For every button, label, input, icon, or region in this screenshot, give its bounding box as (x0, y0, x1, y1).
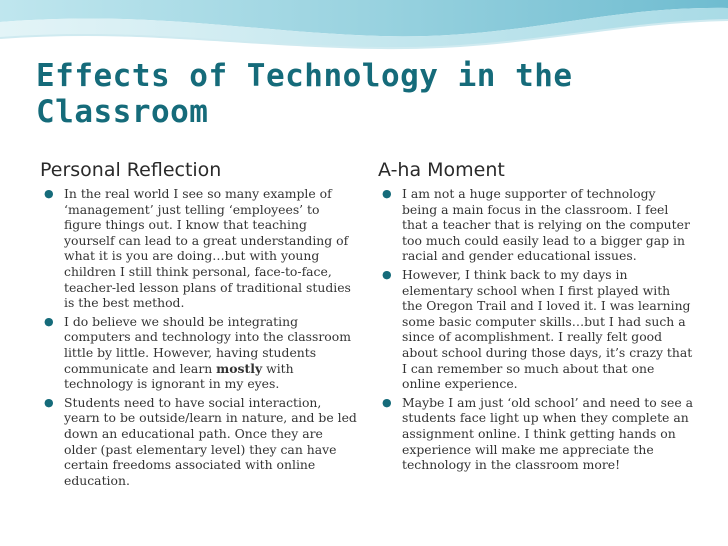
bullet-dot-icon: ● (44, 314, 54, 328)
bullet-dot-icon: ● (44, 395, 54, 409)
aha-moment-column (378, 158, 694, 476)
bullet-dot-icon: ● (382, 267, 392, 281)
decorative-wave-banner (0, 0, 728, 60)
list-item-text: Students need to have social interaction, yearn to be outside/learn in nature, and be led down an educational path. Once they are older (past elementary level) they can have certain freedoms associated with online education. (64, 394, 357, 488)
list-item-text: Maybe I am just ‘old school’ and need to see a students face light up when they complete an assignment online. I think getting hands on experience will make me appreciate the technology in the classroom more! (402, 394, 694, 473)
list-item (378, 267, 694, 392)
column-heading: Personal Reflection (40, 159, 222, 181)
bullet-dot-icon: ● (382, 395, 392, 409)
list-item (378, 186, 694, 264)
bullet-dot-icon: ● (382, 187, 392, 200)
list-item-text: However, I think back to my days in elementary school when I first played with the Oregon Trail and I loved it. I was learning some basic computer skills…but I had such a since of acomplishment. I really felt good about school during those days, it’s crazy that I can remember so much about that one online experience. (402, 266, 693, 392)
slide-title: Effects of Technology in the Classroom (36, 58, 573, 130)
list-item (40, 314, 358, 392)
bullet-dot-icon: ● (44, 187, 54, 200)
emphasis-text: mostly (216, 360, 263, 376)
list-item (40, 186, 358, 311)
list-item-text: I am not a huge supporter of technology being a main focus in the classroom. I feel that a teacher that is relying on the computer too much could easily lead to a bigger gap in racial and gender educational issues. (402, 186, 690, 264)
list-item (40, 395, 358, 489)
list-item-text-after: with technology is ignorant in my eyes. (64, 360, 294, 392)
personal-reflection-column (40, 158, 358, 491)
list-item-text: In the real world I see so many example of ‘management’ just telling ‘employees’ to figure things out. I know that teaching yourself can lead to a great understanding of what it is you are doing…but with young children I still think personal, face-to-face, teacher-led lesson plans of traditional studies is the best method. (64, 186, 351, 311)
bullet-list (40, 186, 358, 488)
list-item-text-before: I do believe we should be integrating computers and technology into the classroom little by little. However, having students communicate and learn (64, 313, 351, 376)
column-heading: A-ha Moment (378, 159, 505, 181)
bullet-list (378, 186, 694, 473)
list-item (378, 395, 694, 473)
